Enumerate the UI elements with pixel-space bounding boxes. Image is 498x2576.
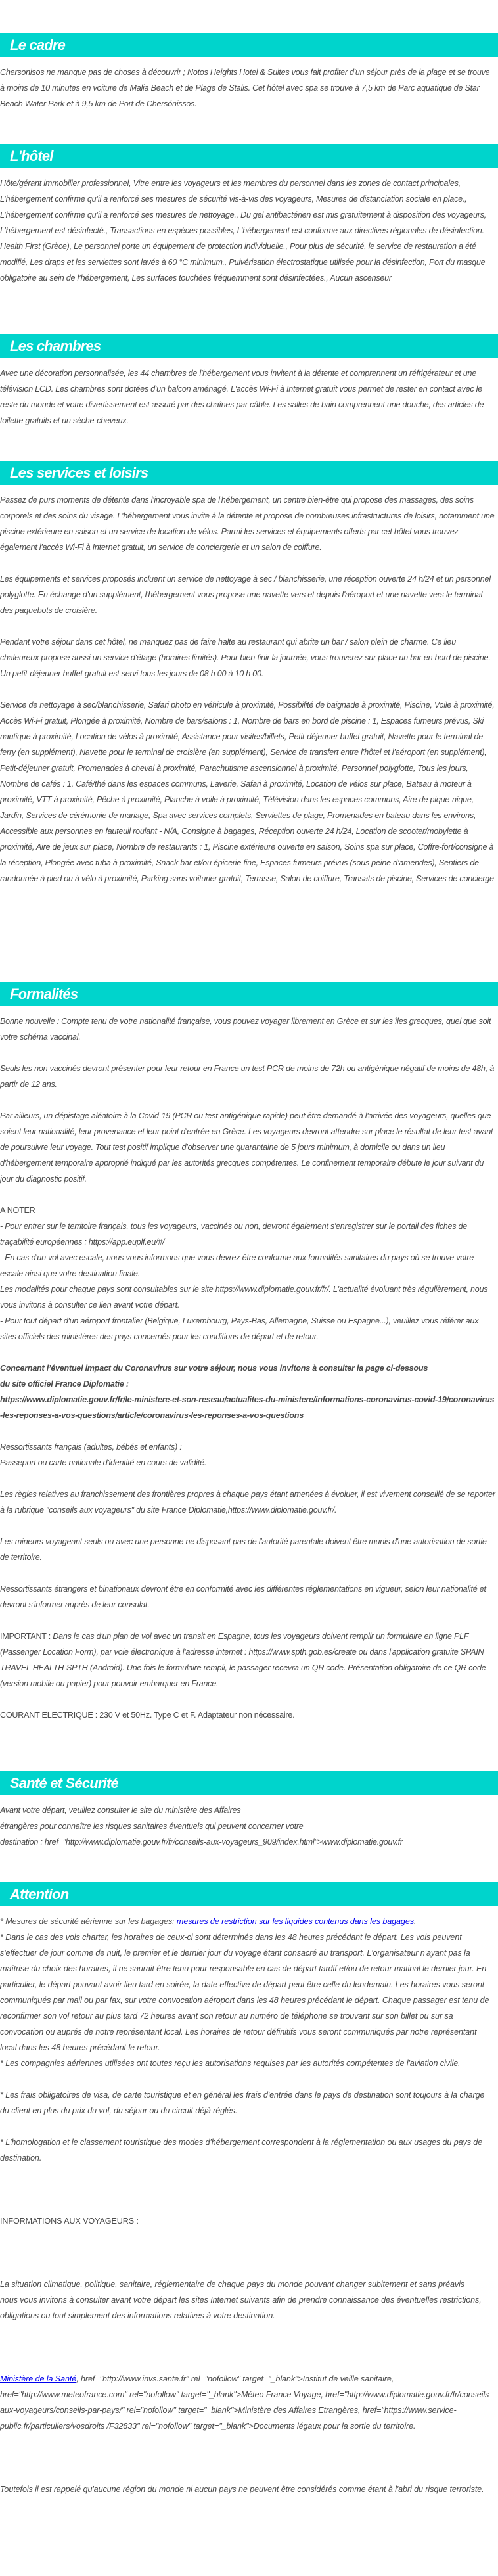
situation-block <box>0 2276 495 2324</box>
section-sante-securite <box>0 1771 498 1866</box>
note-line: Les modalités pour chaque pays sont consultables sur le site https://www.diplomatie.gouv.fr/fr/. L'actualité évoluant très régulièrement, nous vous invitons à consulter ce lien avant votre départ. <box>0 1285 488 1310</box>
note-block <box>0 1203 495 1345</box>
liquides-restriction-link[interactable]: mesures de restriction sur les liquides contenus dans les bagages <box>176 1917 414 1926</box>
paragraph: Avec une décoration personnalisée, les 44 chambres de l'hébergement vous invitent à la détente et comprennent un réfrigérateur et une télévision LCD. Les chambres sont dotées d'un balcon aménagé. L'accès Wi-Fi à Internet gratuit vous permet de rester en contact avec le reste du monde et votre divertissement est assuré par des chaînes par câble. Les salles de bain comprennent une douche, des articles de toilette gratuits et un sèche-cheveux. <box>0 369 484 425</box>
paragraph: Toutefois il est rappelé qu'aucune région du monde ni aucun pays ne peuvent être considérés comme étant à l'abri du risque terroriste. <box>0 2485 484 2494</box>
section-services-loisirs <box>0 461 498 902</box>
coronavirus-line: Concernant l’éventuel impact du Coronavirus sur votre séjour, nous vous invitons à consulter la page ci-dessous <box>0 1364 428 1373</box>
section-chambres <box>0 334 498 444</box>
section-header: Les chambres <box>0 334 498 358</box>
paragraph: Bonne nouvelle : Compte tenu de votre nationalité française, vous pouvez voyager librement en Grèce et sur les îles grecques, quel que soit votre schéma vaccinal. <box>0 1017 491 1042</box>
infos-title: INFORMATIONS AUX VOYAGEURS : <box>0 2217 139 2226</box>
note-title: A NOTER <box>0 1206 35 1215</box>
sante-line: destination : href="http://www.diplomatie.gouv.fr/fr/conseils-aux-voyageurs_909/index.html">www.diplomatie.gouv.fr <box>0 1837 403 1847</box>
paragraph: * Les compagnies aériennes utilisées ont toutes reçu les autorisations requises par les autorités compétentes de l'aviation civile. <box>0 2059 461 2068</box>
links-block <box>0 2371 495 2434</box>
section-header: Santé et Sécurité <box>0 1771 498 1795</box>
ressortissants-title: Ressortissants français (adultes, bébés et enfants) : <box>0 1442 182 1452</box>
note-line: - Pour entrer sur le territoire français, tous les voyageurs, vaccinés ou non, devront également s'enregistrer sur le portail des fiches de traçabilité européennes : https://app.euplf.eu/#/ <box>0 1222 468 1247</box>
bagages-prefix: * Mesures de sécurité aérienne sur les bagages: <box>0 1917 177 1926</box>
paragraph: Passez de purs moments de détente dans l'incroyable spa de l'hébergement, un centre bien-être qui propose des massages, des soins corporels et des soins du visage. L'hébergement vous invite à la détente et propose de nombreuses infrastructures de loisirs, notamment une piscine extérieure en saison et un service de location de vélos. Parmi les services et équipements offerts par cet hôtel vous trouvez également l'accès Wi-Fi à Internet gratuit, un service de conciergerie et un salon de coiffure. <box>0 495 495 552</box>
section-attention <box>0 1882 498 2513</box>
bagages-suffix: . <box>413 1917 417 1926</box>
paragraph: Les équipements et services proposés incluent un service de nettoyage à sec / blanchisserie, une réception ouverte 24 h/24 et un personnel polyglotte. En échange d'un supplément, l'hébergement vous propose une navette vers et depuis l'aéroport et une navette vers le terminal des paquebots de croisière. <box>0 574 491 615</box>
paragraph: Seuls les non vaccinés devront présenter pour leur retour en France un test PCR de moins de 72h ou antigénique négatif de moins de 48h, à partir de 12 ans. <box>0 1064 494 1089</box>
ressortissants-block <box>0 1439 495 1471</box>
paragraph: Les mineurs voyageant seuls ou avec une personne ne disposant pas de l'autorité parentale doivent être munis d'une autorisation de sortie de territoire. <box>0 1537 487 1562</box>
paragraph: Les règles relatives au franchissement des frontières propres à chaque pays étant amenées à évoluer, il est vivement conseillé de se reporter à la rubrique "conseils aux voyageurs" du site France Diplomatie,https://www.diplomatie.gouv.fr/. <box>0 1490 495 1515</box>
section-header: Le cadre <box>0 33 498 57</box>
note-line: - En cas d'un vol avec escale, nous vous informons que vous devrez être conforme aux formalités sanitaires du pays où se trouve votre escale ainsi que votre destination finale. <box>0 1253 474 1278</box>
important-text: Dans le cas d'un plan de vol avec un transit en Espagne, tous les voyageurs doivent remplir un formulaire en ligne PLF (Passenger Location Form), par voie électronique à l'adresse internet : https://www.spth.gob.es/create ou dans l'application gratuite SPAIN TRAVEL HEALTH-SPTH (Android). Une fois le formulaire rempli, le passager recevra un QR code. Présentation obligatoire de ce QR code (version mobile ou papier) pour pouvoir embarquer en France. <box>0 1632 486 1688</box>
paragraph: Pendant votre séjour dans cet hôtel, ne manquez pas de faire halte au restaurant qui abrite un bar / salon plein de charme. Ce lieu chaleureux propose aussi un service d'étage (horaires limités). Pour bien finir la journée, vous trouverez sur place un bar en bord de piscine. Un petit-déjeuner buffet gratuit est servi tous les jours de 08 h 00 à 10 h 00. <box>0 637 491 678</box>
situation-line: La situation climatique, politique, sanitaire, réglementaire de chaque pays du monde pouvant changer subitement et sans préavis <box>0 2280 464 2289</box>
important-block <box>0 1628 495 1691</box>
section-formalites <box>0 982 498 1739</box>
coronavirus-block <box>0 1360 495 1423</box>
ministere-sante-link[interactable]: Ministère de la Santé <box>0 2374 77 2383</box>
section-header: Formalités <box>0 982 498 1006</box>
coronavirus-url[interactable]: https://www.diplomatie.gouv.fr/fr/le-ministere-et-son-reseau/actualites-du-ministere/informations-coronavirus-covid-19/coronavirus-les-reponses-a-vos-questions/article/coronavirus-les-reponses-a-vos-questions <box>0 1395 495 1420</box>
paragraph: COURANT ELECTRIQUE : 230 V et 50Hz. Type C et F. Adaptateur non nécessaire. <box>0 1711 295 1720</box>
coronavirus-line: du site officiel France Diplomatie : <box>0 1379 129 1389</box>
section-le-cadre <box>0 33 498 127</box>
ressortissants-docs: Passeport ou carte nationale d'identité en cours de validité. <box>0 1458 207 1467</box>
bagages-line <box>0 1914 495 1929</box>
section-header: Les services et loisirs <box>0 461 498 485</box>
situation-line: nous vous invitons à consulter avant votre départ les sites Internet suivants afin de prendre connaissance des éventuelles restrictions, obligations ou tout simplement des informations relatives à votre destination. <box>0 2295 482 2320</box>
amenities-list: Service de nettoyage à sec/blanchisserie, Safari photo en véhicule à proximité, Possibilité de baignade à proximité, Piscine, Voile à proximité, Accès Wi-Fi gratuit, Plongée à proximité, Nombre de bars/salons : 1, Nombre de bars en bord de piscine : 1, Espaces fumeurs prévus, Ski nautique à proximité, Location de vélos à proximité, Assistance pour visites/billets, Petit-déjeuner buffet gratuit, Navette pour le terminal de ferry (en supplément), Navette pour le terminal de croisière (en supplément), Service de transfert entre l’hôtel et l’aéroport (en supplément), Petit-déjeuner gratuit, Promenades à cheval à proximité, Parachutisme ascensionnel à proximité, Personnel polyglotte, Tous les jours, Nombre de cafés : 1, Café/thé dans les espaces communs, Laverie, Safari à proximité, Location de vélos sur place, Bateau à moteur à proximité, VTT à proximité, Pêche à proximité, Planche à voile à proximité, Télévision dans les espaces communs, Aire de pique-nique, Jardin, Services de cérémonie de mariage, Spa avec services complets, Serviettes de plage, Promenades en bateau dans les environs, Accessible aux personnes en fauteuil roulant - N/A, Consigne à bagages, Réception ouverte 24 h/24, Location de scooter/mobylette à proximité, Aire de jeux sur place, Nombre de restaurants : 1, Piscine extérieure ouverte en saison, Soins spa sur place, Coffre-fort/consigne à la réception, Plongée avec tuba à proximité, Snack bar et/ou épicerie fine, Espaces fumeurs prévus (sous peine d’amendes), Sentiers de randonnée à pied ou à vélo à proximité, Parking sans voiturier gratuit, Terrasse, Salon de coiffure, Transats de piscine, Services de concierge <box>0 701 495 883</box>
paragraph: Par ailleurs, un dépistage aléatoire à la Covid-19 (PCR ou test antigénique rapide) peut être demandé à l'arrivée des voyageurs, quelles que soient leur nationalité, leur provenance et leur point d'entrée en Grèce. Les voyageurs devront attendre sur place le résultat de leur test avant de poursuivre leur voyage. Tout test positif implique d'observer une quarantaine de 5 jours minimum, à domicile ou dans un lieu d'hébergement temporaire approprié indiqué par les autorités grecques compétentes. Le confinement temporaire débute le jour suivant du jour du diagnostic positif. <box>0 1111 493 1184</box>
paragraph: * Dans le cas des vols charter, les horaires de ceux-ci sont déterminés dans les 48 heures précédant le départ. Les vols peuvent s'effectuer de jour comme de nuit, le premier et le dernier jour du voyage étant consacré au transport. L'organisateur n'ayant pas la maîtrise du choix des horaires, il ne saurait être tenu pour responsable en cas de départ tardif et/ou de retour matinal le dernier jour. En particulier, le départ pouvant avoir lieu tard en soirée, la date effective de départ peut être celle du lendemain. Les horaires vous seront communiqués par mail ou par fax, sur votre convocation aéroport dans les 48 heures précédant le départ. Chaque passager est tenu de reconfirmer son vol retour au plus tard 72 heures avant son retour au numéro de téléphone se trouvant sur son billet ou sur sa convocation ou auprés de notre représentant local. Les horaires de retour définitifs vous seront communiqués par notre représentant local dans les 48 heures précédant le retour. <box>0 1933 489 2052</box>
paragraph: Ressortissants étrangers et binationaux devront être en conformité avec les différentes réglementations en vigueur, selon leur nationalité et devront s'informer auprès de leur consulat. <box>0 1584 486 1609</box>
sante-line: Avant votre départ, veuillez consulter le site du ministère des Affaires <box>0 1806 241 1815</box>
section-header: L'hôtel <box>0 144 498 168</box>
section-header: Attention <box>0 1882 498 1906</box>
sante-block <box>0 1803 495 1850</box>
sante-line: étrangères pour connaître les risques sanitaires éventuels qui peuvent concerner votre <box>0 1822 304 1831</box>
paragraph: * Les frais obligatoires de visa, de carte touristique et en général les frais d'entrée dans le pays de destination sont toujours à la charge du client en plus du prix du vol, du séjour ou du circuit déjà réglés. <box>0 2090 485 2115</box>
note-line: - Pour tout départ d'un aéroport frontalier (Belgique, Luxembourg, Pays-Bas, Allemagne, Suisse ou Espagne...), veuillez vous référer aux sites officiels des ministères des pays concernés pour les conditions de départ et de retour. <box>0 1316 479 1341</box>
paragraph: * L'homologation et le classement touristique des modes d'hébergement correspondent à la réglementation ou aux usages du pays de destination. <box>0 2138 483 2163</box>
section-hotel <box>0 144 498 302</box>
paragraph: Hôte/gérant immobilier professionnel, Vitre entre les voyageurs et les membres du personnel dans les zones de contact principales, L’hébergement confirme qu’il a renforcé ses mesures de sécurité vis-à-vis des voyageurs, Mesures de distanciation sociale en place., L’hébergement confirme qu’il a renforcé ses mesures de nettoyage., Du gel antibactérien est mis gratuitement à disposition des voyageurs, L’hébergement est désinfecté., Transactions en espèces possibles, L’hébergement est conforme aux directives régionales de désinfection. Health First (Grèce), Le personnel porte un équipement de protection individuelle., Pour plus de sécurité, le service de restauration a été modifié, Les draps et les serviettes sont lavés à 60 °C minimum., Pulvérisation électrostatique utilisée pour la désinfection, Port du masque obligatoire au sein de l’hébergement, Les surfaces touchées fréquemment sont désinfectées., Aucun ascenseur <box>0 179 486 283</box>
paragraph: Chersonisos ne manque pas de choses à découvrir ; Notos Heights Hotel & Suites vous fait profiter d'un séjour près de la plage et se trouve à moins de 10 minutes en voiture de Malia Beach et de Plage de Stalis. Cet hôtel avec spa se trouve à 7,5 km de Parc aquatique de Star Beach Water Park et à 9,5 km de Port de Chersónissos. <box>0 68 490 108</box>
important-label: IMPORTANT : <box>0 1632 51 1641</box>
links-text: , href="http://www.invs.sante.fr" rel="nofollow" target="_blank">Institut de veille sanitaire, href="http://www.meteofrance.com" rel="nofollow" target="_blank">Méteo France Voyage, href="http://www.diplomatie.gouv.fr/fr/conseils-aux-voyageurs/conseils-par-pays/" rel="nofollow" target="_blank">Ministère des Affaires Etrangères, href="https://www.service-public.fr/particuliers/vosdroits /F32833" rel="nofollow" target="_blank">Documents légaux pour la sortie du territoire. <box>0 2374 492 2431</box>
